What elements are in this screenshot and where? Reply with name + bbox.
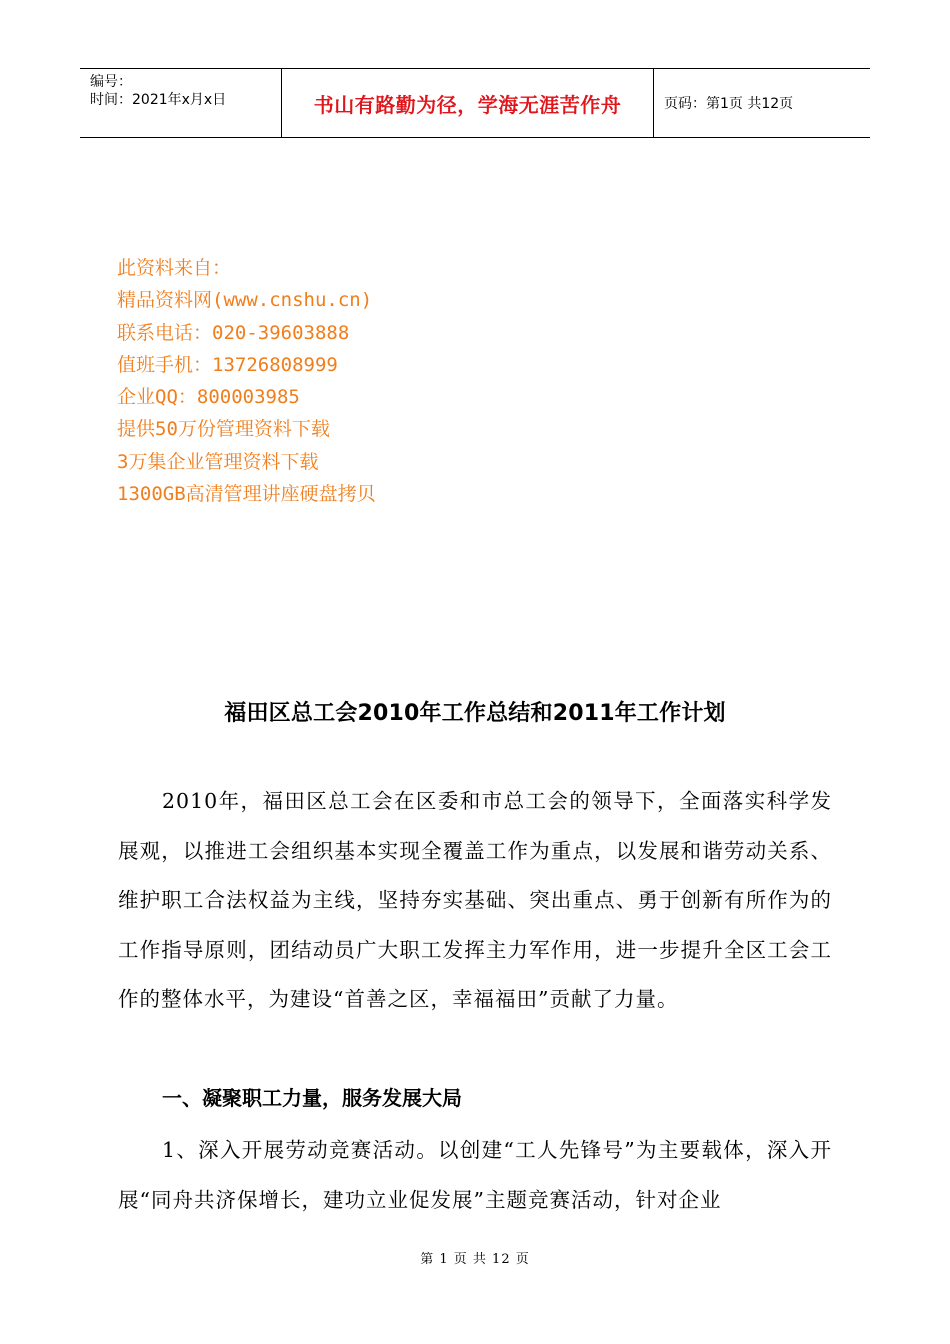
time-label: 时间：2021年x月x日 (90, 92, 227, 108)
source-line: 1300GB高清管理讲座硬盘拷贝 (117, 483, 376, 506)
document-header (80, 68, 870, 138)
page-info: 页码：第1页 共12页 (664, 96, 794, 112)
header-meta-cell (80, 69, 282, 137)
header-page-cell (654, 69, 870, 137)
section-heading: 一、凝聚职工力量，服务发展大局 (162, 1086, 462, 1110)
source-line: 联系电话：020-39603888 (117, 321, 350, 344)
source-line: 值班手机：13726808999 (117, 353, 338, 376)
body-paragraph: 2010年，福田区总工会在区委和市总工会的领导下，全面落实科学发展观，以推进工会组织基本实现全覆盖工作为重点，以发展和谐劳动关系、维护职工合法权益为主线，坚持夯实基础、突出重点、勇于创新有所作为的工作指导原则，团结动员广大职工发挥主力军作用，进一步提升全区工会工作的整体水平，为建设“首善之区，幸福福田”贡献了力量。 (118, 789, 832, 1012)
source-line: 企业QQ：800003985 (117, 386, 300, 409)
document-title: 福田区总工会2010年工作总结和2011年工作计划 (224, 701, 726, 726)
source-line: 此资料来自： (117, 257, 232, 279)
header-motto-cell (282, 69, 654, 137)
source-line: 精品资料网(www.cnshu.cn) (117, 289, 373, 312)
page-footer: 第 1 页 共 12 页 (420, 1252, 530, 1267)
source-info-block (117, 252, 376, 510)
number-label: 编号： (90, 74, 132, 90)
source-line: 提供50万份管理资料下载 (117, 418, 330, 441)
body-paragraph: 1、深入开展劳动竞赛活动。以创建“工人先锋号”为主要载体，深入开展“同舟共济保增长，建功立业促发展”主题竞赛活动，针对企业 (118, 1138, 832, 1212)
motto-text: 书山有路勤为径，学海无涯苦作舟 (313, 92, 622, 117)
source-line: 3万集企业管理资料下载 (117, 450, 319, 473)
